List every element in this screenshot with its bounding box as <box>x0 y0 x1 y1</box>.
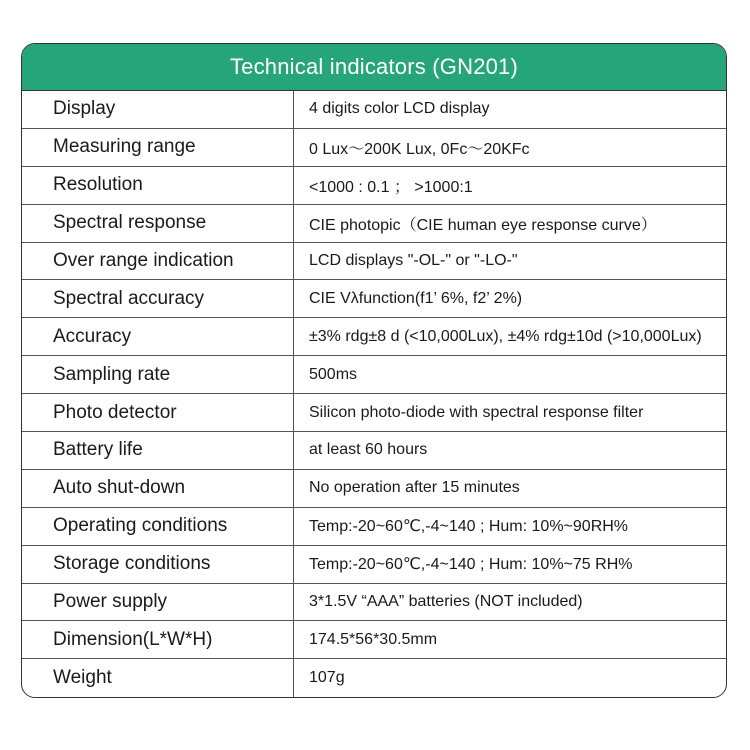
row-label: Storage conditions <box>22 546 294 583</box>
row-value: CIE Vλfunction(f1’ 6%, f2’ 2%) <box>309 289 523 307</box>
row-value: 3*1.5V “AAA” batteries (NOT included) <box>309 593 583 611</box>
table-row <box>22 205 726 243</box>
table-row <box>22 280 726 318</box>
table-row <box>22 546 726 584</box>
table-row <box>22 432 726 470</box>
row-value: No operation after 15 minutes <box>309 479 520 497</box>
row-label: Weight <box>22 659 294 697</box>
table-row <box>22 584 726 622</box>
row-value: CIE photopic（CIE human eye response curve） <box>309 216 657 234</box>
row-value: ±3% rdg±8 d (<10,000Lux), ±4% rdg±10d (>10,000Lux) <box>309 327 702 345</box>
row-value: Temp:-20~60℃,-4~140 ; Hum: 10%~75 RH% <box>309 556 633 574</box>
row-value: LCD displays "-OL-" or "-LO-" <box>309 252 518 269</box>
row-label: Photo detector <box>22 394 294 431</box>
table-row <box>22 470 726 508</box>
row-value: 107g <box>309 669 345 687</box>
row-label: Measuring range <box>22 129 294 166</box>
row-label: Auto shut-down <box>22 470 294 507</box>
row-label: Dimension(L*W*H) <box>22 621 294 658</box>
row-label: Over range indication <box>22 243 294 280</box>
row-value: 500ms <box>309 365 358 383</box>
table-row <box>22 659 726 697</box>
table-row <box>22 318 726 356</box>
table-row <box>22 91 726 129</box>
row-value: <1000 : 0.1 ； >1000:1 <box>309 178 473 196</box>
table-row <box>22 167 726 205</box>
row-label: Spectral response <box>22 205 294 242</box>
row-value: Silicon photo-diode with spectral response filter <box>309 403 644 421</box>
row-value: 0 Lux〜200K Lux, 0Fc〜20KFc <box>309 140 530 158</box>
table-row <box>22 129 726 167</box>
row-value: at least 60 hours <box>309 441 428 459</box>
table-row <box>22 356 726 394</box>
table-row <box>22 394 726 432</box>
spec-table <box>21 43 727 698</box>
row-label: Operating conditions <box>22 508 294 545</box>
row-label: Battery life <box>22 432 294 469</box>
table-body <box>22 91 726 697</box>
row-label: Spectral accuracy <box>22 280 294 317</box>
table-row <box>22 243 726 281</box>
table-row <box>22 621 726 659</box>
row-value: 174.5*56*30.5mm <box>309 630 438 648</box>
row-value: 4 digits color LCD display <box>309 100 490 118</box>
table-row <box>22 508 726 546</box>
row-label: Sampling rate <box>22 356 294 393</box>
row-value: Temp:-20~60℃,-4~140 ; Hum: 10%~90RH% <box>309 518 629 536</box>
row-label: Resolution <box>22 167 294 204</box>
row-label: Display <box>22 91 294 128</box>
row-label: Accuracy <box>22 318 294 355</box>
row-label: Power supply <box>22 584 294 621</box>
table-title: Technical indicators (GN201) <box>22 44 726 91</box>
